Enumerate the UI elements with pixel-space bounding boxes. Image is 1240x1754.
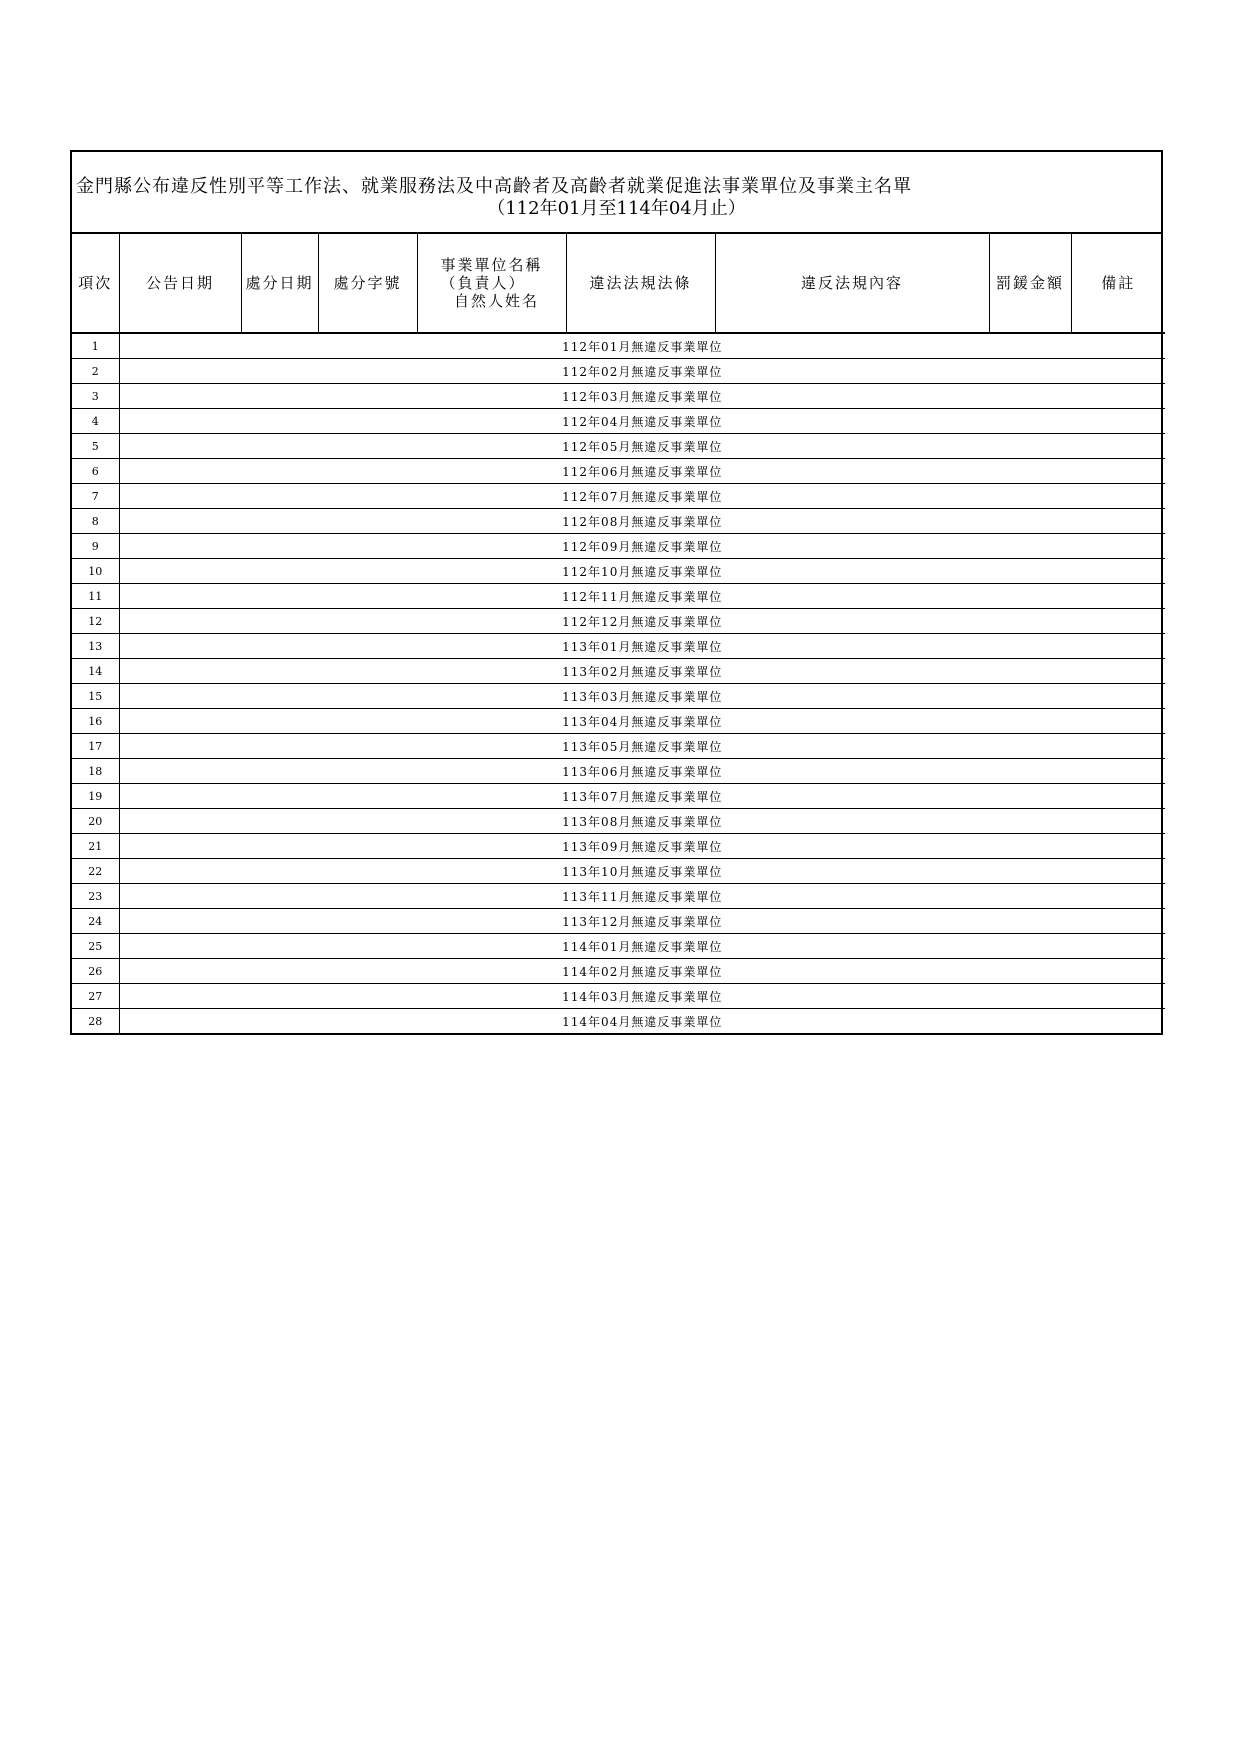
row-index: 26 [72,959,119,984]
title-box [72,152,1161,234]
row-status-text: 112年09月無違反事業單位 [119,534,1165,559]
row-index: 25 [72,934,119,959]
row-status-text: 112年03月無違反事業單位 [119,384,1165,409]
row-status-text: 113年04月無違反事業單位 [119,709,1165,734]
table-row [72,909,1165,934]
table-row [72,409,1165,434]
row-index: 20 [72,809,119,834]
table-row [72,809,1165,834]
table-row [72,509,1165,534]
row-status-text: 113年02月無違反事業單位 [119,659,1165,684]
table-row [72,934,1165,959]
header-index: 項次 [72,234,119,333]
table-row [72,834,1165,859]
unit-name-line2: （負責人） [440,274,526,292]
row-index: 17 [72,734,119,759]
row-status-text: 113年10月無違反事業單位 [119,859,1165,884]
table-row [72,484,1165,509]
table-row [72,684,1165,709]
table-row [72,434,1165,459]
table-row [72,359,1165,384]
row-status-text: 113年01月無違反事業單位 [119,634,1165,659]
row-status-text: 112年12月無違反事業單位 [119,609,1165,634]
header-remark: 備註 [1071,234,1165,333]
row-index: 18 [72,759,119,784]
row-status-text: 112年11月無違反事業單位 [119,584,1165,609]
row-index: 3 [72,384,119,409]
row-index: 14 [72,659,119,684]
row-status-text: 113年03月無違反事業單位 [119,684,1165,709]
header-announce-date: 公告日期 [119,234,241,333]
header-row [72,234,1165,333]
row-status-text: 113年06月無違反事業單位 [119,759,1165,784]
row-index: 22 [72,859,119,884]
table-row [72,459,1165,484]
row-status-text: 113年05月無違反事業單位 [119,734,1165,759]
unit-name-line3: 自然人姓名 [454,292,540,310]
row-index: 8 [72,509,119,534]
document-period: （112年01月至114年04月止） [487,198,746,219]
table-row [72,333,1165,359]
row-index: 19 [72,784,119,809]
table-row [72,609,1165,634]
violation-table [72,234,1165,1033]
table-row [72,884,1165,909]
row-index: 6 [72,459,119,484]
table-row [72,784,1165,809]
header-fine: 罰鍰金額 [989,234,1071,333]
table-row [72,859,1165,884]
row-index: 11 [72,584,119,609]
row-status-text: 113年12月無違反事業單位 [119,909,1165,934]
unit-name-head [440,256,542,310]
row-index: 15 [72,684,119,709]
row-index: 7 [72,484,119,509]
row-status-text: 113年09月無違反事業單位 [119,834,1165,859]
document-title: 金門縣公布違反性別平等工作法、就業服務法及中高齡者及高齡者就業促進法事業單位及事業主名單 [76,176,912,197]
header-unit-name [417,234,566,333]
header-law-article: 違法法規法條 [566,234,715,333]
row-status-text: 112年04月無違反事業單位 [119,409,1165,434]
row-status-text: 114年03月無違反事業單位 [119,984,1165,1009]
row-index: 21 [72,834,119,859]
row-status-text: 112年10月無違反事業單位 [119,559,1165,584]
header-violation: 違反法規內容 [715,234,989,333]
header-penalty-date: 處分日期 [241,234,318,333]
table-row [72,559,1165,584]
row-status-text: 112年01月無違反事業單位 [119,333,1165,359]
table-row [72,584,1165,609]
row-index: 28 [72,1009,119,1034]
row-status-text: 114年04月無違反事業單位 [119,1009,1165,1034]
table-row [72,384,1165,409]
table-row [72,734,1165,759]
row-index: 9 [72,534,119,559]
table-row [72,984,1165,1009]
row-index: 12 [72,609,119,634]
row-index: 5 [72,434,119,459]
table-row [72,709,1165,734]
row-index: 16 [72,709,119,734]
row-index: 24 [72,909,119,934]
unit-name-line1: 事業單位名稱 [440,256,543,274]
row-status-text: 114年01月無違反事業單位 [119,934,1165,959]
row-index: 13 [72,634,119,659]
row-status-text: 112年07月無違反事業單位 [119,484,1165,509]
document-sheet [70,150,1163,1035]
row-status-text: 113年07月無違反事業單位 [119,784,1165,809]
row-index: 2 [72,359,119,384]
table-row [72,534,1165,559]
row-status-text: 113年08月無違反事業單位 [119,809,1165,834]
header-penalty-no: 處分字號 [318,234,417,333]
table-row [72,634,1165,659]
row-status-text: 112年06月無違反事業單位 [119,459,1165,484]
row-status-text: 114年02月無違反事業單位 [119,959,1165,984]
row-status-text: 112年05月無違反事業單位 [119,434,1165,459]
table-row [72,1009,1165,1034]
row-status-text: 112年02月無違反事業單位 [119,359,1165,384]
table-row [72,959,1165,984]
row-index: 1 [91,339,99,353]
row-index: 23 [72,884,119,909]
row-status-text: 112年08月無違反事業單位 [119,509,1165,534]
row-index: 10 [72,559,119,584]
row-index: 27 [72,984,119,1009]
table-row [72,759,1165,784]
row-status-text: 113年11月無違反事業單位 [119,884,1165,909]
table-row [72,659,1165,684]
row-index: 4 [72,409,119,434]
